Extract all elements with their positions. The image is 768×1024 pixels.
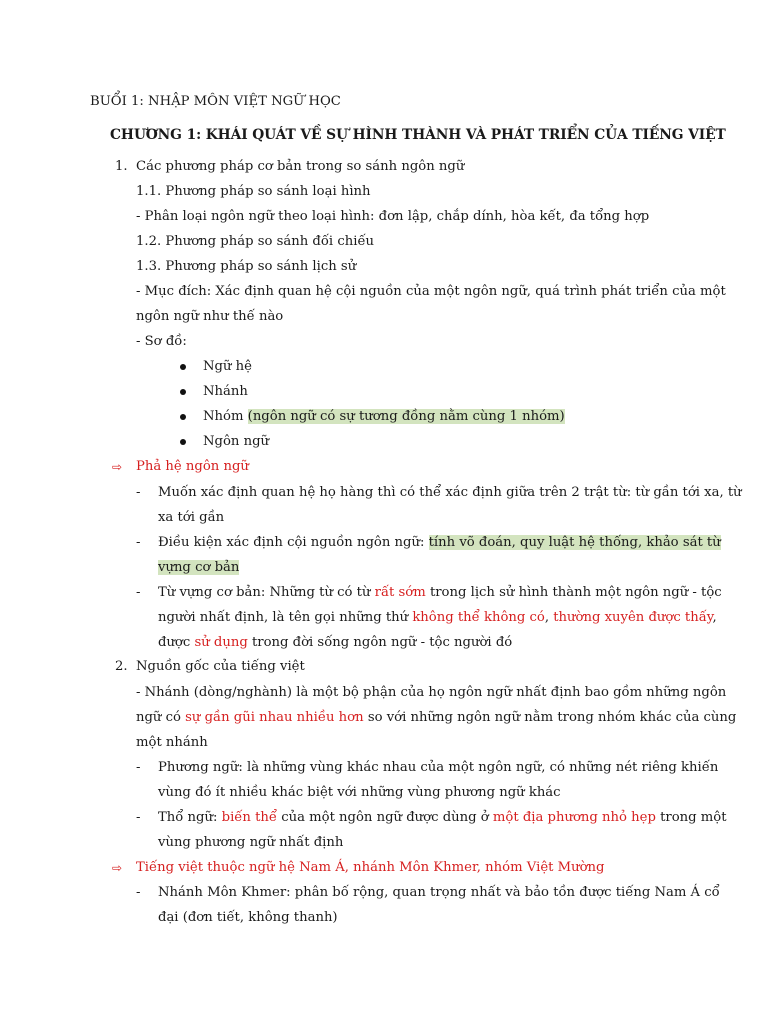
- red-text: sử dụng: [194, 635, 248, 650]
- red-text: rất sớm: [374, 585, 426, 600]
- dash-icon: -: [136, 535, 141, 550]
- text-span: trong một: [655, 810, 727, 825]
- text-line: Muốn xác định quan hệ họ hàng thì có thể xác định giữa trên 2 trật từ: từ gần tới xa, từ: [158, 485, 742, 500]
- text-span: Thổ ngữ:: [158, 810, 222, 825]
- bullet-icon: [180, 439, 186, 445]
- text-line: vùng đó ít nhiều khác biệt với những vùng phương ngữ khác: [158, 785, 561, 800]
- dash-icon: -: [136, 485, 141, 500]
- list-item: Ngôn ngữ: [203, 434, 270, 449]
- text-line: đại (đơn tiết, không thanh): [158, 910, 338, 925]
- text-line: Nhánh Môn Khmer: phân bố rộng, quan trọng nhất và bảo tồn được tiếng Nam Á cổ: [158, 885, 720, 900]
- highlighted-note: (ngôn ngữ có sự tương đồng nằm cùng 1 nhóm): [247, 409, 565, 424]
- arrow-heading: Tiếng việt thuộc ngữ hệ Nam Á, nhánh Môn Khmer, nhóm Việt Mường: [136, 860, 605, 875]
- text-line: [158, 583, 722, 603]
- page-header: BUỔI 1: NHẬP MÔN VIỆT NGỮ HỌC: [90, 94, 341, 109]
- text-line: vùng phương ngữ nhất định: [158, 835, 344, 850]
- text-line: [158, 608, 717, 628]
- text-span: người nhất định, là tên gọi những thứ: [158, 610, 413, 625]
- text-span: trong đời sống ngôn ngữ - tộc người đó: [247, 635, 513, 650]
- text-line: [158, 558, 239, 578]
- text-line: [158, 808, 727, 828]
- section-number: 1.: [115, 159, 128, 174]
- text-line: - Mục đích: Xác định quan hệ cội nguồn của một ngôn ngữ, quá trình phát triển của một: [136, 284, 726, 299]
- text-span: Từ vựng cơ bản: Những từ có từ: [158, 585, 375, 600]
- text-line: một nhánh: [136, 735, 208, 750]
- bullet-icon: [180, 414, 186, 420]
- red-text: một địa phương nhỏ hẹp: [492, 810, 656, 825]
- text-span: trong lịch sử hình thành một ngôn ngữ - tộc: [425, 585, 722, 600]
- list-item: Nhánh: [203, 384, 248, 399]
- list-item: [203, 407, 565, 427]
- dash-icon: -: [136, 885, 141, 900]
- text-span: ,: [712, 610, 717, 625]
- text-span: so với những ngôn ngữ nằm trong nhóm khác của cùng: [363, 710, 737, 725]
- text-span: ,: [544, 610, 554, 625]
- text-line: - Nhánh (dòng/nghành) là một bộ phận của họ ngôn ngữ nhất định bao gồm những ngôn: [136, 685, 727, 700]
- dash-icon: -: [136, 585, 141, 600]
- dash-icon: -: [136, 760, 141, 775]
- bullet-icon: [180, 389, 186, 395]
- arrow-icon: ⇨: [112, 861, 123, 875]
- red-text: biến thể: [221, 810, 277, 825]
- text-line: - Sơ đồ:: [136, 334, 187, 349]
- list-item: Ngữ hệ: [203, 359, 252, 374]
- text-span: Điều kiện xác định cội nguồn ngôn ngữ:: [158, 535, 429, 550]
- red-text: không thể không có: [412, 610, 545, 625]
- section-number: 2.: [115, 659, 128, 674]
- highlighted-text: tính võ đoán, quy luật hệ thống, khảo sát từ: [428, 535, 721, 550]
- text-line: [136, 708, 736, 728]
- text-line: ngôn ngữ như thế nào: [136, 309, 284, 324]
- subsection-heading: 1.1. Phương pháp so sánh loại hình: [136, 184, 371, 199]
- highlighted-text: vựng cơ bản: [158, 560, 240, 575]
- arrow-icon: ⇨: [112, 460, 123, 474]
- section-title: Các phương pháp cơ bản trong so sánh ngôn ngữ: [136, 159, 465, 174]
- section-title: Nguồn gốc của tiếng việt: [136, 659, 305, 674]
- red-text: thường xuyên được thấy: [553, 610, 713, 625]
- text-span: ngữ có: [136, 710, 186, 725]
- red-text: sự gần gũi nhau nhiều hơn: [185, 710, 364, 725]
- text-line: [158, 533, 721, 553]
- text-span: được: [158, 635, 195, 650]
- text-line: xa tới gần: [158, 510, 225, 525]
- text-line: - Phân loại ngôn ngữ theo loại hình: đơn lập, chắp dính, hòa kết, đa tổng hợp: [136, 209, 650, 224]
- list-item-label: Nhóm: [203, 409, 248, 424]
- subsection-heading: 1.3. Phương pháp so sánh lịch sử: [136, 259, 357, 274]
- bullet-icon: [180, 364, 186, 370]
- text-span: của một ngôn ngữ được dùng ở: [277, 810, 493, 825]
- arrow-heading: Phả hệ ngôn ngữ: [136, 459, 249, 474]
- text-line: [158, 633, 512, 653]
- text-line: Phương ngữ: là những vùng khác nhau của một ngôn ngữ, có những nét riêng khiến: [158, 760, 719, 775]
- chapter-title: CHƯƠNG 1: KHÁI QUÁT VỀ SỰ HÌNH THÀNH VÀ PHÁT TRIỂN CỦA TIẾNG VIỆT: [110, 127, 726, 143]
- dash-icon: -: [136, 810, 141, 825]
- subsection-heading: 1.2. Phương pháp so sánh đối chiếu: [136, 234, 375, 249]
